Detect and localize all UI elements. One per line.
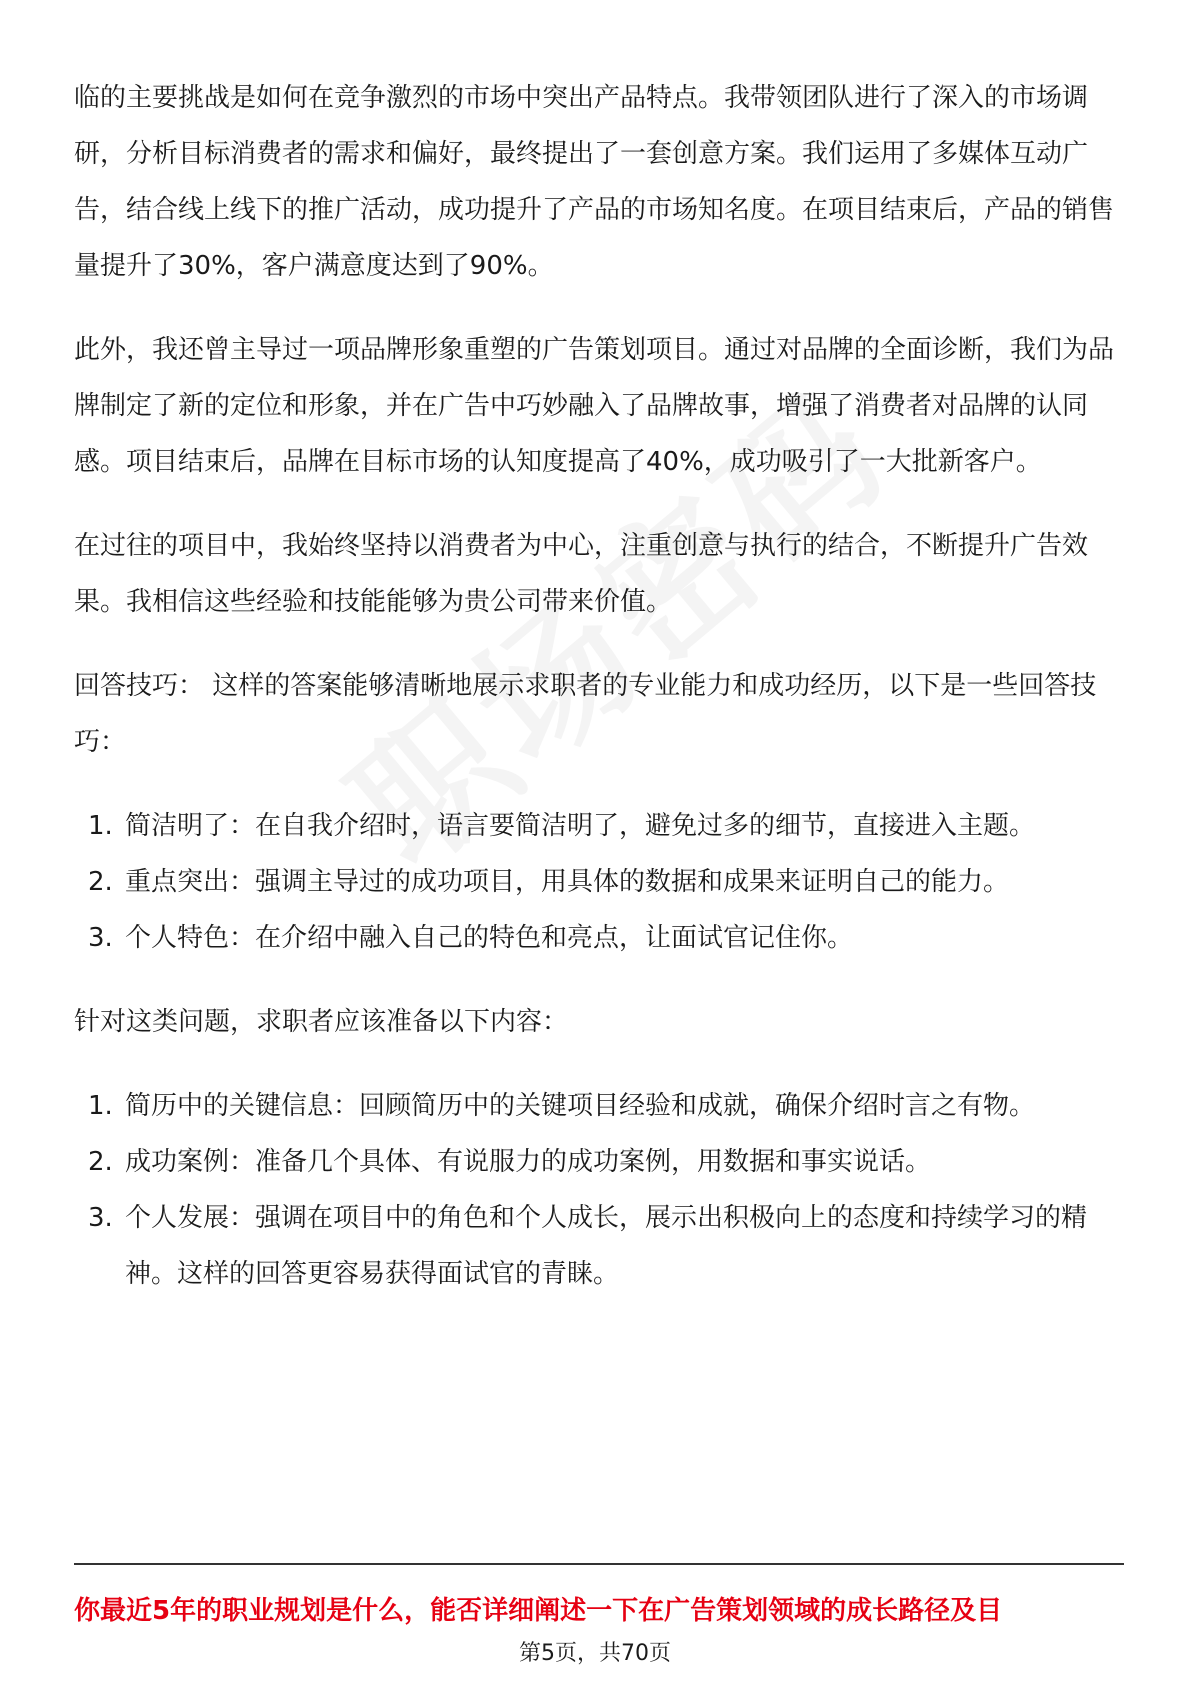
list-number: 1.	[88, 811, 113, 841]
paragraph-prep-intro: 针对这类问题，求职者应该准备以下内容：	[74, 1007, 569, 1037]
list-item	[74, 1134, 1124, 1190]
paragraph-brand-reshape: 此外，我还曾主导过一项品牌形象重塑的广告策划项目。通过对品牌的全面诊断，我们为品牌制定了新的定位和形象，并在广告中巧妙融入了品牌故事，增强了消费者对品牌的认同感。项目结束后，品牌在目标市场的认知度提高了40%，成功吸引了一大批新客户。	[74, 335, 1115, 477]
paragraph-challenge: 临的主要挑战是如何在竞争激烈的市场中突出产品特点。我带领团队进行了深入的市场调研，分析目标消费者的需求和偏好，最终提出了一套创意方案。我们运用了多媒体互动广告，结合线上线下的推广活动，成功提升了产品的市场知名度。在项目结束后，产品的销售量提升了30%，客户满意度达到了90%。	[74, 83, 1115, 281]
list-item	[74, 798, 1124, 854]
tips-list	[74, 798, 1124, 966]
list-item-text: 简洁明了：在自我介绍时，语言要简洁明了，避免过多的细节，直接进入主题。	[125, 811, 1036, 841]
list-number: 3.	[88, 923, 113, 953]
footer-divider	[74, 1563, 1124, 1565]
list-item-text: 简历中的关键信息：回顾简历中的关键项目经验和成就，确保介绍时言之有物。	[125, 1091, 1036, 1121]
list-number: 1.	[88, 1091, 113, 1121]
list-number: 2.	[88, 1147, 113, 1177]
next-question-heading: 你最近5年的职业规划是什么，能否详细阐述一下在广告策划领域的成长路径及目	[74, 1596, 1003, 1626]
paragraph-tips-intro: 回答技巧： 这样的答案能够清晰地展示求职者的专业能力和成功经历，以下是一些回答技巧：	[74, 671, 1097, 757]
list-number: 2.	[88, 867, 113, 897]
page-number: 第5页，共70页	[519, 1641, 671, 1666]
list-item	[74, 1078, 1124, 1134]
list-item	[74, 854, 1124, 910]
list-item	[74, 1190, 1124, 1302]
list-item-text: 重点突出：强调主导过的成功项目，用具体的数据和成果来证明自己的能力。	[125, 867, 1010, 897]
prep-list	[74, 1078, 1124, 1302]
list-item	[74, 910, 1124, 966]
list-item-text: 个人发展：强调在项目中的角色和个人成长，展示出积极向上的态度和持续学习的精神。这样的回答更容易获得面试官的青睐。	[125, 1203, 1088, 1289]
page-body	[74, 70, 1124, 1330]
list-item-text: 成功案例：准备几个具体、有说服力的成功案例，用数据和事实说话。	[125, 1147, 932, 1177]
list-item-text: 个人特色：在介绍中融入自己的特色和亮点，让面试官记住你。	[125, 923, 854, 953]
paragraph-summary: 在过往的项目中，我始终坚持以消费者为中心，注重创意与执行的结合，不断提升广告效果。我相信这些经验和技能能够为贵公司带来价值。	[74, 531, 1089, 617]
list-number: 3.	[88, 1203, 113, 1233]
